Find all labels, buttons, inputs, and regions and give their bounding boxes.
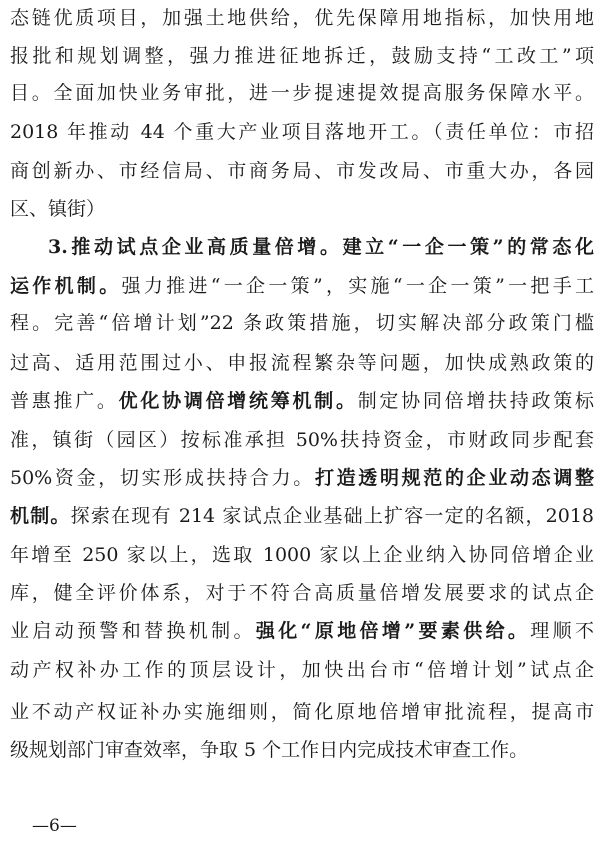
bold-text-segment: 打造透明规范的企业动态调整 [314, 467, 594, 489]
text-segment: 业不动产权证补办实施细则，简化原地倍增审批流程，提高市 [10, 701, 594, 723]
text-segment: 50%资金，切实形成扶持合力。 [10, 467, 315, 489]
text-segment: 探索在现有 214 家试点企业基础上扩容一定的名额，2018 [70, 505, 594, 527]
bold-text-segment: 机制。 [10, 505, 71, 527]
text-segment: 程。完善“倍增计划”22 条政策措施，切实解决部分政策门槛 [10, 312, 594, 334]
text-line [10, 460, 594, 496]
text-line [10, 191, 594, 227]
text-segment: 过高、适用范围过小、申报流程繁杂等问题，加快成熟政策的 [10, 352, 594, 374]
text-segment: 2018 年推动 44 个重大产业项目落地开工。（责任单位：市招 [10, 121, 594, 143]
text-line [10, 75, 594, 111]
text-segment: 动产权补办工作的顶层设计，加快出台市“倍增计划”试点企 [10, 659, 594, 681]
text-segment: 业启动预警和替换机制。 [10, 620, 256, 642]
text-line [10, 305, 594, 341]
text-segment: 库，健全评价体系，对于不符合高质量倍增发展要求的试点企 [10, 582, 594, 604]
text-segment: 年增至 250 家以上，选取 1000 家以上企业纳入协同倍增企业 [10, 544, 594, 566]
text-segment: 报批和规划调整，强力推进征地拆迁，鼓励支持“工改工”项 [10, 45, 594, 67]
text-line [10, 383, 594, 419]
bold-text-segment: 优化协调倍增统筹机制。 [118, 390, 358, 412]
text-line [10, 537, 594, 573]
text-line [10, 422, 594, 458]
text-segment: 商创新办、市经信局、市商务局、市发改局、市重大办，各园 [10, 160, 594, 182]
bold-text-segment: 运作机制。 [10, 275, 122, 297]
text-line [10, 38, 594, 74]
text-line [10, 652, 594, 688]
text-segment: 态链优质项目，加强土地供给，优先保障用地指标，加快用地 [10, 7, 594, 29]
text-line [10, 114, 594, 150]
text-segment: 强力推进“一企一策”，实施“一企一策”一把手工 [121, 275, 594, 297]
text-line [10, 0, 594, 36]
text-line [10, 153, 594, 189]
text-line [10, 575, 594, 611]
text-line [10, 345, 594, 381]
text-segment: 区、镇街） [10, 198, 106, 220]
text-line [10, 694, 594, 730]
text-segment: 目。全面加快业务审批，进一步提速提效提高服务保障水平。 [10, 82, 594, 104]
text-line [10, 732, 594, 768]
text-segment: 理顺不 [530, 620, 594, 642]
text-segment: 制定协同倍增扶持政策标 [357, 390, 594, 412]
page-number: —6— [32, 816, 77, 836]
text-line [48, 229, 594, 265]
text-line [10, 498, 594, 534]
bold-text-segment: 3.推动试点企业高质量倍增。建立“一企一策”的常态化 [48, 236, 594, 258]
text-segment: 普惠推广。 [10, 390, 119, 412]
bold-text-segment: 强化“原地倍增”要素供给。 [255, 620, 531, 642]
text-segment: 级规划部门审查效率，争取 5 个工作日内完成技术审查工作。 [10, 739, 529, 761]
text-segment: 准，镇街（园区）按标准承担 50%扶持资金，市财政同步配套 [10, 429, 594, 451]
text-line [10, 613, 594, 649]
text-line [10, 268, 594, 304]
